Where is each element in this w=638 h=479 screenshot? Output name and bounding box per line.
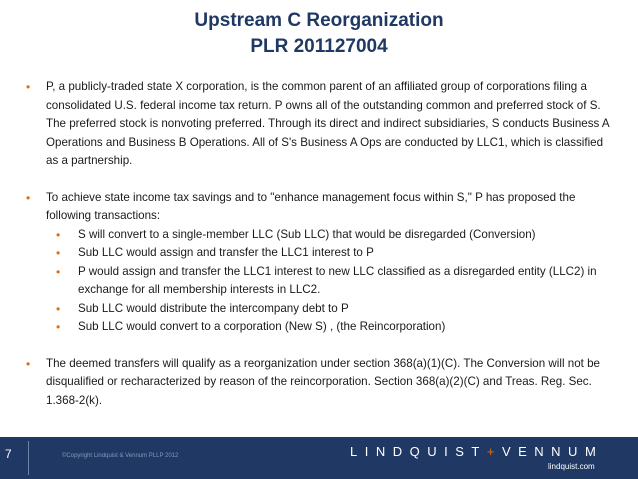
bullet-dot: •: [26, 356, 31, 371]
bullet-text: P, a publicly-traded state X corporation, is the common parent of an affiliated group of corporations filing a consolidated U.S. federal income tax return. P owns all of the outstanding common and preferred stock of S. The preferred stock is nonvoting preferred. Through its direct and indirect subsidiaries, S conducts Business A Operations and Business B Operations. All of S's Business A Ops are conducted by LLC1, which is classified as a partnership.: [46, 80, 610, 167]
sub-bullet-text: P would assign and transfer the LLC1 interest to new LLC classified as a disregarded entity (LLC2) in exchange for all membership interests in LLC2.: [78, 264, 597, 296]
sub-bullet-text: Sub LLC would distribute the intercompany debt to P: [78, 301, 349, 315]
copyright-notice: ©Copyright Lindquist & Vennum PLLP 2012: [62, 453, 179, 459]
bullet-text: The deemed transfers will qualify as a reorganization under section 368(a)(1)(C). The Conversion will not be disqualified or recharacterized by reason of the reincorporation. Section 368(a)(2)(C) and Treas. Reg. Sec. 1.368-2(k).: [46, 356, 600, 407]
brand-right: VENNUM: [501, 444, 604, 459]
bullet-dot: •: [56, 320, 61, 334]
bullet-dot: •: [56, 227, 61, 242]
brand-left: LINDQUIST: [350, 444, 487, 459]
bullet-text: To achieve state income tax savings and to "enhance management focus within S," P has proposed the following transactions:: [46, 190, 576, 222]
slide-title: [0, 8, 638, 60]
sub-bullet-text: Sub LLC would convert to a corporation (New S) , (the Reincorporation): [78, 320, 446, 333]
sub-bullet-5: [46, 318, 616, 337]
sub-bullet-1: [46, 226, 616, 245]
sub-bullet-4: [46, 300, 616, 319]
footer-bar: [0, 437, 638, 479]
sub-bullet-3: [46, 263, 616, 300]
sub-bullet-2: [46, 244, 616, 263]
sub-bullet-text: S will convert to a single-member LLC (Sub LLC) that would be disregarded (Conversion): [78, 227, 536, 241]
footer-divider: [28, 441, 29, 475]
slide-content: [26, 78, 616, 410]
title-line-2: PLR 201127004: [250, 36, 388, 57]
bullet-3: [26, 355, 616, 411]
page-number: 7: [5, 447, 12, 461]
sub-bullet-text: Sub LLC would assign and transfer the LLC1 interest to P: [78, 246, 374, 259]
bullet-2: [26, 189, 616, 226]
website-link[interactable]: lindquist.com: [548, 462, 595, 471]
bullet-dot: •: [56, 246, 61, 260]
title-line-1: Upstream C Reorganization: [194, 10, 444, 31]
brand-logo: [350, 444, 603, 459]
brand-plus-icon: +: [486, 444, 502, 459]
bullet-dot: •: [26, 190, 31, 205]
bullet-dot: •: [56, 264, 61, 279]
bullet-1: [26, 78, 616, 171]
bullet-dot: •: [26, 80, 31, 94]
bullet-dot: •: [56, 301, 61, 316]
